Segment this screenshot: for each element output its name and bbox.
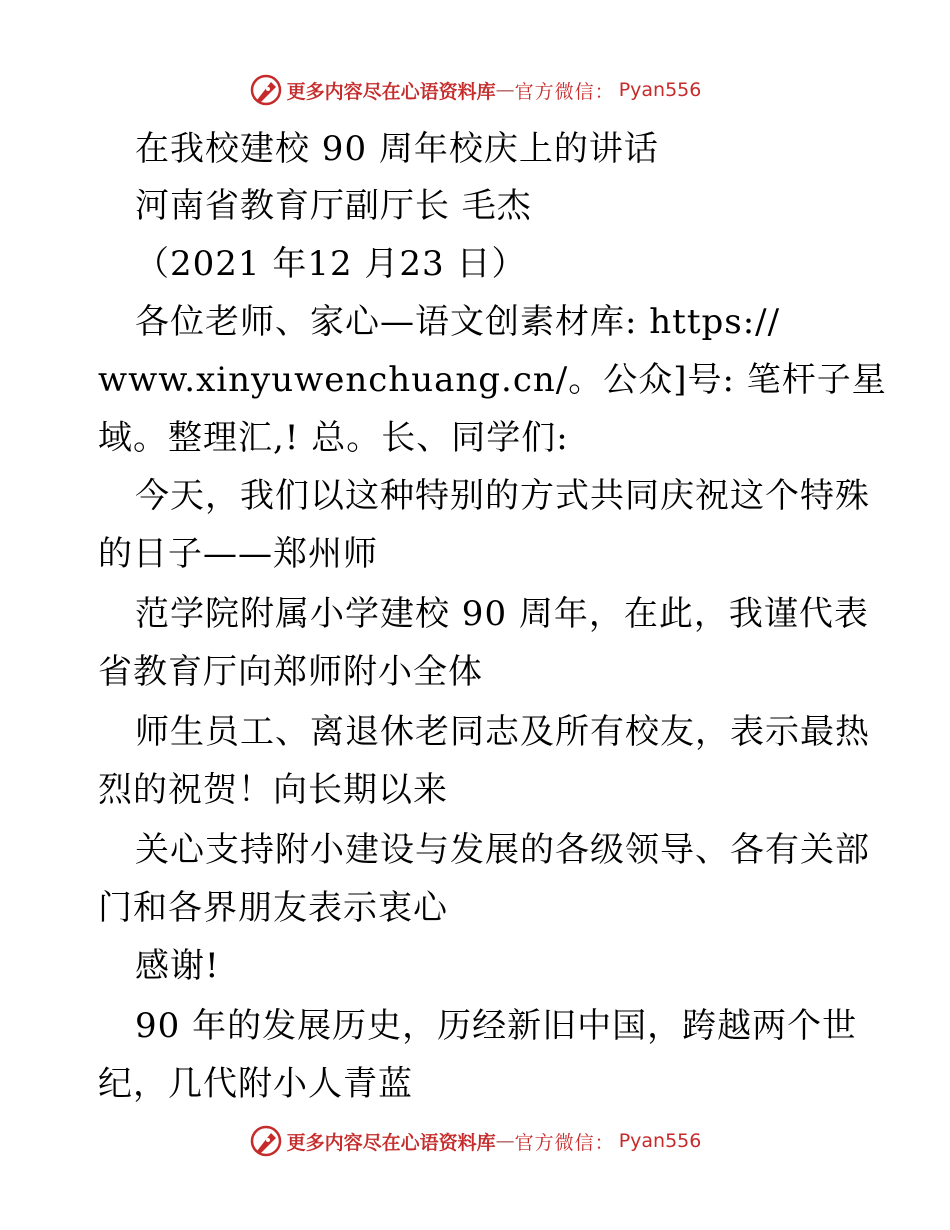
paragraph-line: 关心支持附小建设与发展的各级领导、各有关部 [135,830,870,870]
pen-nib-circle-icon [249,73,283,107]
paragraph-line: 烈的祝贺！向长期以来 [98,770,448,810]
paragraph-line: 感谢! [135,946,220,986]
paragraph-line: 纪，几代附小人青蓝 [98,1064,413,1104]
paragraph-line: 各位老师、家心—语文创素材库: https:// [135,302,781,342]
paragraph-line: 省教育厅向郑师附小全体 [98,652,483,692]
watermark-dash: — [495,1130,515,1152]
paragraph-line: 今天，我们以这种特别的方式共同庆祝这个特殊 [135,476,870,516]
watermark-wechat-id: Pyan556 [618,79,702,101]
watermark-footer [0,1121,950,1161]
watermark-wechat-label: 官方微信： [514,80,615,103]
paragraph-line: 90 年的发展历史，历经新旧中国，跨越两个世 [135,1006,858,1046]
paragraph-line: 域。整理汇,! 总。长、同学们: [98,418,569,458]
watermark-site-text: 更多内容尽在心语资料库 [286,1131,496,1154]
watermark-wechat-label: 官方微信： [514,1131,615,1154]
paragraph-line: 师生员工、离退休老同志及所有校友，表示最热 [135,712,870,752]
date-line: （2021 年12 月23 日） [135,244,527,284]
pen-nib-circle-icon [249,1124,283,1158]
paragraph-line: 门和各界朋友表示衷心 [98,888,448,928]
watermark-wechat-id: Pyan556 [618,1130,702,1152]
paragraph-line: 的日子——郑州师 [98,534,378,574]
watermark-dash: — [495,79,515,101]
speaker-line: 河南省教育厅副厅长 毛杰 [135,186,532,226]
speech-title: 在我校建校 90 周年校庆上的讲话 [135,129,659,169]
paragraph-line: 范学院附属小学建校 90 周年，在此，我谨代表 [135,594,869,634]
watermark-site-text: 更多内容尽在心语资料库 [286,80,496,103]
paragraph-line: www.xinyuwenchuang.cn/。公众]号: 笔杆子星 [98,360,887,400]
watermark-header [0,70,950,110]
